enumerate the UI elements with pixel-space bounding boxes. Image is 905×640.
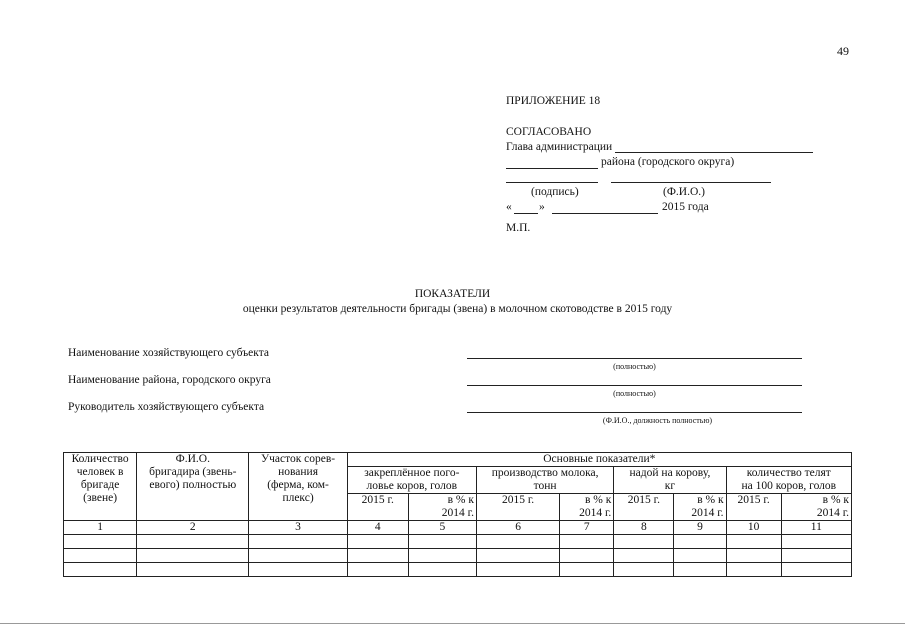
signature-caption: (подпись) xyxy=(531,186,579,198)
header-competition-site: Участок сорев- нования (ферма, ком- плекс) xyxy=(249,453,347,521)
fio-caption: (Ф.И.О.) xyxy=(663,186,705,198)
field-label-head: Руководитель хозяйствующего субъекта xyxy=(68,401,265,413)
header-percent: в % к 2014 г. xyxy=(560,494,614,521)
header-milk-production: производство молока, тонн xyxy=(476,467,613,494)
column-number: 9 xyxy=(674,521,726,535)
column-number: 1 xyxy=(64,521,137,535)
field-line-head xyxy=(467,412,802,413)
header-assigned-cows: закреплённое пого- ловье коров, голов xyxy=(347,467,476,494)
table-cell[interactable] xyxy=(64,563,137,577)
document-subtitle: оценки результатов деятельности бригады (звена) в молочном скотоводстве в 2015 году xyxy=(242,303,673,315)
table-row xyxy=(64,563,852,577)
header-year: 2015 г. xyxy=(476,494,559,521)
header-percent: в % к 2014 г. xyxy=(408,494,476,521)
table-cell[interactable] xyxy=(408,563,476,577)
page-bottom-rule xyxy=(0,623,905,624)
field-line-enterprise xyxy=(467,358,802,359)
table-cell[interactable] xyxy=(476,549,559,563)
fio-line xyxy=(611,182,771,183)
district-line xyxy=(506,168,598,169)
table-cell[interactable] xyxy=(781,535,851,549)
field-caption-district: (полностью) xyxy=(613,389,656,398)
header-foreman-name: Ф.И.О. бригадира (звень- евого) полностью xyxy=(137,453,249,521)
field-label-enterprise: Наименование хозяйствующего субъекта xyxy=(68,347,269,359)
header-year: 2015 г. xyxy=(347,494,408,521)
date-close-quote: » xyxy=(539,201,545,213)
date-month-line xyxy=(552,213,658,214)
table-cell[interactable] xyxy=(347,549,408,563)
table-cell[interactable] xyxy=(674,535,726,549)
head-of-admin-label: Глава администрации xyxy=(506,141,613,153)
table-cell[interactable] xyxy=(476,535,559,549)
field-line-district xyxy=(467,385,802,386)
column-number: 3 xyxy=(249,521,347,535)
table-cell[interactable] xyxy=(674,563,726,577)
table-cell[interactable] xyxy=(347,563,408,577)
stamp-label: М.П. xyxy=(506,222,531,234)
date-day-line xyxy=(514,213,538,214)
table-cell[interactable] xyxy=(347,535,408,549)
year-text: 2015 года xyxy=(662,201,709,213)
document-title: ПОКАЗАТЕЛИ xyxy=(414,288,491,300)
table-cell[interactable] xyxy=(408,535,476,549)
table-header-row xyxy=(64,453,852,467)
table-cell[interactable] xyxy=(249,563,347,577)
column-number-row xyxy=(64,521,852,535)
table-cell[interactable] xyxy=(781,563,851,577)
table-cell[interactable] xyxy=(560,563,614,577)
indicators-table xyxy=(63,452,852,577)
page-number: 49 xyxy=(837,44,849,58)
appendix-label: ПРИЛОЖЕНИЕ 18 xyxy=(506,95,601,107)
field-label-district: Наименование района, городского округа xyxy=(68,374,271,386)
header-percent: в % к 2014 г. xyxy=(781,494,851,521)
column-number: 5 xyxy=(408,521,476,535)
table-cell[interactable] xyxy=(137,563,249,577)
table-cell[interactable] xyxy=(560,535,614,549)
table-cell[interactable] xyxy=(726,549,781,563)
table-cell[interactable] xyxy=(64,549,137,563)
header-milk-yield: надой на корову, кг xyxy=(614,467,726,494)
table-cell[interactable] xyxy=(614,535,674,549)
column-number: 7 xyxy=(560,521,614,535)
column-number: 2 xyxy=(137,521,249,535)
table-row xyxy=(64,549,852,563)
table-cell[interactable] xyxy=(408,549,476,563)
agreed-label: СОГЛАСОВАНО xyxy=(506,126,592,138)
header-percent: в % к 2014 г. xyxy=(674,494,726,521)
table-row xyxy=(64,535,852,549)
district-label: района (городского округа) xyxy=(601,156,735,168)
table-cell[interactable] xyxy=(249,535,347,549)
column-number: 11 xyxy=(781,521,851,535)
column-number: 6 xyxy=(476,521,559,535)
header-people-count: Количество человек в бригаде (звене) xyxy=(64,453,137,521)
table-cell[interactable] xyxy=(476,563,559,577)
date-open-quote: « xyxy=(506,201,512,213)
header-year: 2015 г. xyxy=(614,494,674,521)
header-calves: количество телят на 100 коров, голов xyxy=(726,467,851,494)
header-main-indicators: Основные показатели* xyxy=(347,453,851,467)
table-cell[interactable] xyxy=(137,549,249,563)
table-cell[interactable] xyxy=(137,535,249,549)
table-cell[interactable] xyxy=(674,549,726,563)
signature-line xyxy=(506,182,598,183)
field-caption-head: (Ф.И.О., должность полностью) xyxy=(602,416,713,425)
table-cell[interactable] xyxy=(614,563,674,577)
column-number: 8 xyxy=(614,521,674,535)
table-cell[interactable] xyxy=(560,549,614,563)
table-cell[interactable] xyxy=(614,549,674,563)
header-year: 2015 г. xyxy=(726,494,781,521)
column-number: 4 xyxy=(347,521,408,535)
table-cell[interactable] xyxy=(781,549,851,563)
table-cell[interactable] xyxy=(249,549,347,563)
column-number: 10 xyxy=(726,521,781,535)
table-cell[interactable] xyxy=(726,563,781,577)
table-cell[interactable] xyxy=(64,535,137,549)
head-of-admin-line xyxy=(615,152,813,153)
table-cell[interactable] xyxy=(726,535,781,549)
field-caption-enterprise: (полностью) xyxy=(613,362,656,371)
